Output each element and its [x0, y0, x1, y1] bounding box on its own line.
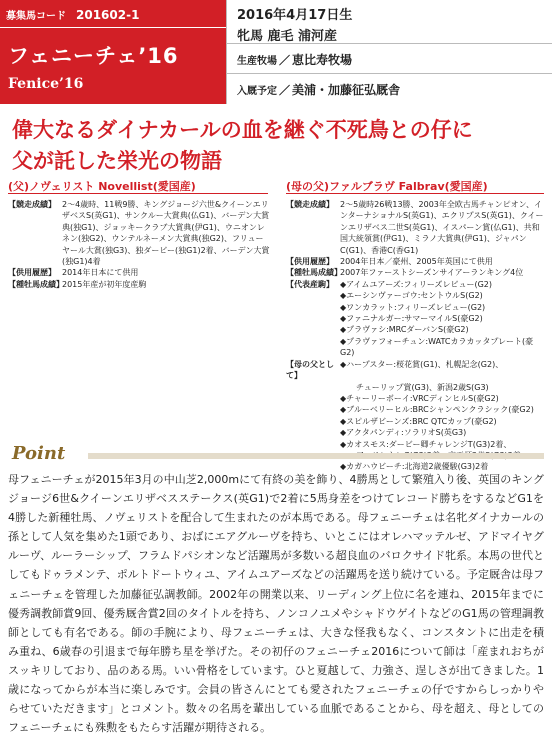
headline: [12, 114, 542, 176]
table-row: [286, 199, 544, 256]
farm-row: 生産牧場 ／ 恵比寿牧場: [227, 44, 552, 74]
row-label: 【競走成績】: [8, 200, 56, 209]
row-label: 【供用履歴】: [8, 268, 56, 278]
list-item: ◆ブルーベリーヒル:BRCシャンペンクラシック(豪G2): [340, 405, 534, 415]
horse-info-panel: [226, 0, 551, 104]
row-value: 2004年日本／豪州、2005年英国にて供用: [340, 257, 493, 267]
trainer-row: 入厩予定 ／ 美浦・加藤征弘厩舎: [237, 83, 401, 97]
table-row: [286, 267, 544, 278]
sire-record-table: [8, 199, 270, 290]
table-row: [286, 279, 544, 290]
sire-heading: (父)ノヴェリスト Novellist(愛国産): [8, 180, 196, 193]
point-title: Point: [12, 443, 66, 464]
headline-line2: 父が託した栄光の物語: [12, 148, 222, 173]
row-label: 【供用履歴】: [286, 257, 334, 267]
birth-date: 2016年4月17日生: [237, 8, 353, 23]
divider: [8, 193, 268, 194]
row-value: 2～5歳時26戦13勝、2003年全欧古馬チャンピオン、インターナショナルS(英G1)、エクリプスS(英G1)、クイーンエリザベス二世S(英G1)、イスパーン賞(仏G1)、共和国大統領賞(伊G1)、ミラノ大賞典(伊G1)、ジャパンC(G1)、香港C(香G1): [340, 200, 544, 255]
horse-name-en: Fenice’16: [8, 76, 84, 92]
farm-label: 生産牧場: [237, 56, 277, 67]
point-header: [8, 443, 544, 465]
list-item: ◆カオスモス:ダービー卿チャレンジT(G3)2着、: [340, 439, 512, 449]
damsire-record-table: [286, 199, 544, 473]
row-label: 【代表産駒】: [286, 279, 334, 289]
table-row: [8, 279, 270, 290]
trainer-label: 入厩予定: [237, 86, 277, 97]
list-item: ◆チャーリーボーイ:VRCディンヒルS(豪G2): [340, 393, 499, 403]
headline-line1: 偉大なるダイナカールの血を継ぐ不死鳥との仔に: [12, 117, 473, 142]
point-bar: [88, 453, 544, 459]
list-item: ◆スピルザビーンズ:BRC QTCカップ(豪G2): [340, 416, 497, 426]
farm-name: 恵比寿牧場: [292, 53, 353, 67]
coat-origin: 牝馬 鹿毛 浦河産: [237, 29, 338, 44]
row-label: 【種牡馬成績】: [286, 268, 342, 278]
row-label: 【競走成績】: [286, 200, 334, 209]
row-label: 【母の父として】: [286, 359, 334, 381]
recruit-code: 201602-1: [76, 8, 140, 22]
horse-header: [0, 0, 551, 104]
list-item: チューリップ賞(G3)、新潟2歳S(G3): [356, 382, 489, 392]
list-item: ◆ワンカラット:フィリーズレビュー(G2): [340, 302, 486, 312]
recruit-code-row: [6, 7, 139, 22]
trainer-name: 美浦・加藤征弘厩舎: [292, 83, 401, 97]
list-item: ◆エーシンヴァーゴウ:セントウルS(G2): [340, 291, 483, 301]
birth-info: [227, 0, 552, 44]
row-label: 【種牡馬成績】: [8, 279, 64, 289]
row-value: ◆ハープスター:桜花賞(G1)、札幌記念(G2)、: [340, 359, 504, 369]
horse-name-jp: フェニーチェ’16: [8, 44, 179, 68]
table-row: [286, 359, 544, 382]
horse-name-panel: [0, 0, 226, 104]
list-item: ◆プラヴァフォーチュン:WATCカラカッタプレート(豪G2): [340, 336, 534, 358]
divider: [286, 193, 544, 194]
row-value: 2～4歳時、11戦9勝、キングジョージ六世&クイーンエリザベスS(英G1)、サンクルー大賞典(仏G1)、バーデン大賞典(独G1)、ジョッキークラブ大賞典(伊G1)、ウニオンレネン(独G2)、ウンテルネーメン大賞典(独G2)、フリューヤール大賞(独G3)、独ダービー(独G1)2着、バーデン大賞(独G1)4着: [62, 200, 270, 267]
damsire-heading: (母の父)ファルブラヴ Falbrav(愛国産): [286, 180, 488, 193]
divider: [0, 27, 226, 28]
list-item: ◆アクタパンディ:ソラリオS(英G3): [340, 428, 467, 438]
list-item: ◆プラヴァシ:MRCダーバンS(豪G2): [340, 325, 469, 335]
row-value: 2015年産が初年度産駒: [62, 279, 147, 289]
list-item: ◆ファニナルガー:サマーマイルS(豪G2): [340, 314, 483, 324]
table-row: [8, 199, 270, 267]
list-item: ◆カガハウビーチ:北海道2歳優駿(G3)2着: [340, 462, 489, 472]
point-body-text: 母フェニーチェが2015年3月の中山芝2,000mにて有終の美を飾り、4勝馬として繁殖入り後、英国のキングジョージ6世&クイーンエリザベスステークス(英G1)で2着に5馬身差をつけてレコード勝ちをするなどG1を4勝した新種牡馬、ノヴェリストを配合して生まれたのが本馬である。母フェニーチェは名牝ダイナカールの孫として人気を集めた1頭であり、おばにエアグルーヴを持ち、いとこにはオレハマッテルゼ、アドマイヤグルーヴ、ルーラーシップ、フラムドパシオンなど活躍馬が多数いる超良血のバロクサイド牝系。本馬の世代としてもドゥラメンテ、ポルトドートウィユ、アイムユアーズなどの活躍馬を送り続けている。予定厩舎は母フェニーチェを管理した加藤征弘調教師。2002年の開業以来、リーディング上位に名を連ね、2015年までに優秀調教師賞9回、優秀厩舎賞2回のタイトルを持ち、ノンコノユメやシャドウゲイトなどのG1馬の管理調教師としても有名である。師の手腕により、母フェニーチェは、大きな怪我もなく、コンスタントに出走を積み重ね、6歳春の引退まで毎年勝ち星を挙げた。その初仔のフェニーチェ2016について師は「産まれおちがスッキリしており、品のある馬。いい骨格をしています。ひと夏越して、力強さ、逞しさが出てきました。1歳になってからが本当に楽しみです。会員の皆さんにとても愛されたフェニーチェの仔ですからしっかりやらせていただきます」とコメント。数々の名馬を輩出している血脈であることから、母を超え、母としてのフェニーチェにも殊勲をもたらす活躍が期待される。: [8, 473, 544, 735]
table-row: [8, 267, 270, 278]
recruit-code-label: 募集馬コード: [6, 11, 66, 22]
row-value: 2014年日本にて供用: [62, 268, 139, 278]
row-value: ◆アイムユアーズ:フィリーズレビュー(G2): [340, 279, 492, 289]
table-row: [286, 256, 544, 267]
row-value: 2007年ファーストシーズンサイアーランキング4位: [340, 268, 524, 278]
